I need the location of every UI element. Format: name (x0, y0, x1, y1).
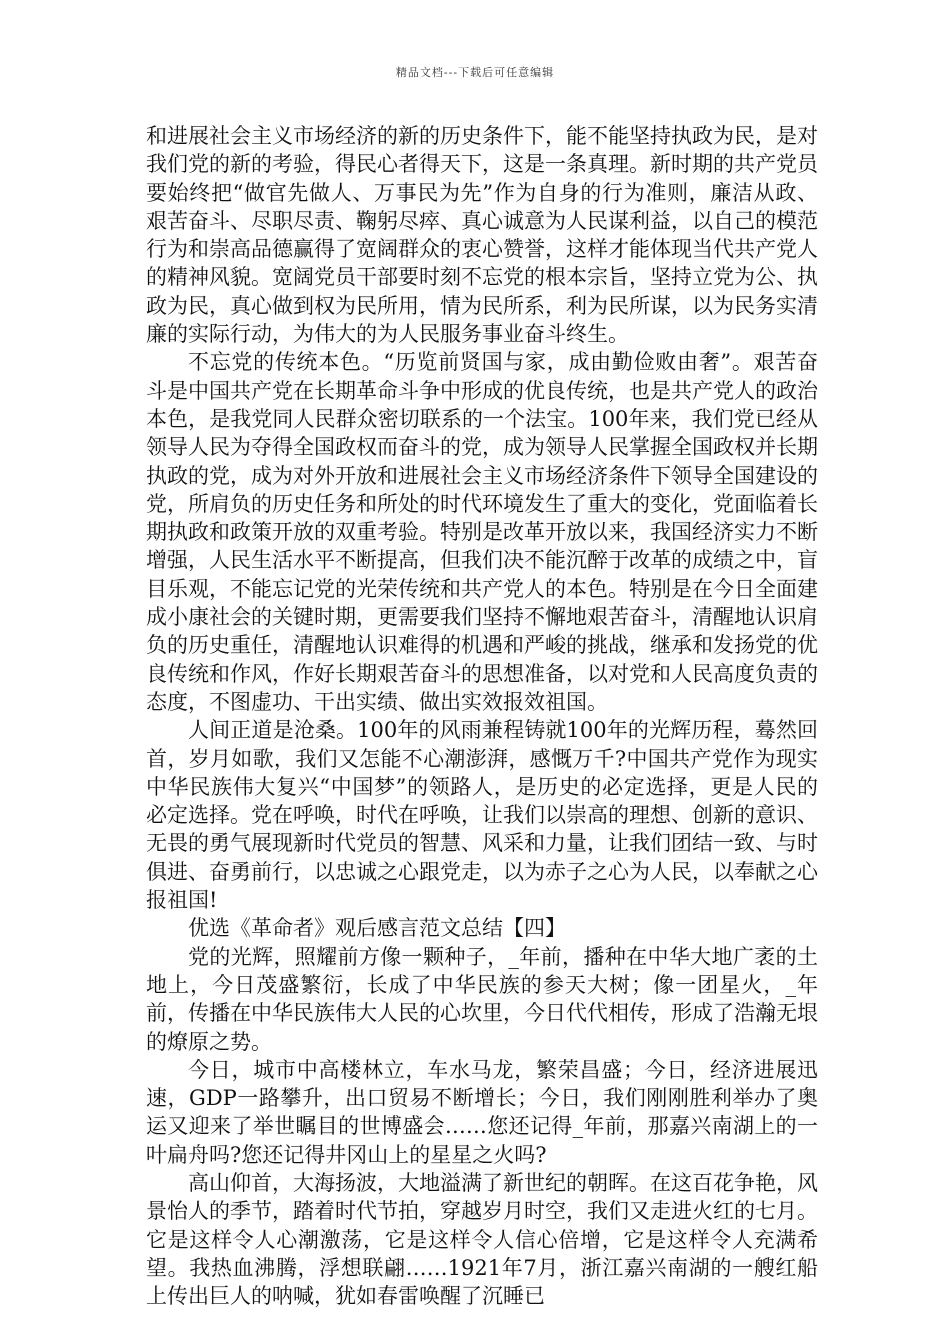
document-body (146, 122, 818, 1310)
paragraph-party-glory: 党的光辉，照耀前方像一颗种子，_年前，播种在中华大地广袤的土地上，今日茂盛繁衍，长成了中华民族的参天大树；像一团星火，_年前，传播在中华民族伟大人民的心坎里，今日代代相传，形成了浩瀚无垠的燎原之势。 (146, 944, 818, 1054)
paragraph-continuation: 和进展社会主义市场经济的新的历史条件下，能不能坚持执政为民，是对我们党的新的考验，得民心者得天下，这是一条真理。新时期的共产党员要始终把“做官先做人、万事民为先”作为自身的行为准则，廉洁从政、艰苦奋斗、尽职尽责、鞠躬尽瘁、真心诚意为人民谋利益，以自己的模范行为和崇高品德赢得了宽阔群众的衷心赞誉，这样才能体现当代共产党人的精神风貌。宽阔党员干部要时刻不忘党的根本宗旨，坚持立党为公、执政为民，真心做到权为民所用，情为民所系，利为民所谋，以为民务实清廉的实际行动，为伟大的为人民服务事业奋斗终生。 (146, 124, 818, 347)
paragraph-righteous-path: 人间正道是沧桑。100年的风雨兼程铸就100年的光辉历程，蓦然回首，岁月如歌，我们又怎能不心潮澎湃，感慨万千?中国共产党作为现实中华民族伟大复兴“中国梦”的领路人，是历史的必定选择，更是人民的必定选择。党在呼唤，时代在呼唤，让我们以崇高的理想、创新的意识、无畏的勇气展现新时代党员的智慧、风采和力量，让我们团结一致、与时俱进、奋勇前行，以忠诚之心跟党走，以为赤子之心为人民，以奉献之心报祖国! (146, 718, 818, 913)
paragraph-mountains: 高山仰首，大海扬波，大地溢满了新世纪的朝晖。在这百花争艳，风景怡人的季节，踏着时代节拍，穿越岁月时空，我们又走进火红的七月。它是这样令人心潮激荡，它是这样令人信心倍增，它是这样令人充满希望。我热血沸腾，浮想联翩……1921年7月，浙江嘉兴南湖的一艘红船上传出巨人的呐喊，犹如春雷唤醒了沉睡已 (146, 1170, 818, 1309)
page-header: 精品文档---下载后可任意编辑 (395, 66, 555, 79)
paragraph-party-tradition: 不忘党的传统本色。“历览前贤国与家，成由勤俭败由奢”。艰苦奋斗是中国共产党在长期革命斗争中形成的优良传统，也是共产党人的政治本色，是我党同人民群众密切联系的一个法宝。100年来，我们党已经从领导人民为夺得全国政权而奋斗的党，成为领导人民掌握全国政权并长期执政的党，成为对外开放和进展社会主义市场经济条件下领导全国建设的党，所肩负的历史任务和所处的时代环境发生了重大的变化，党面临着长期执政和政策开放的双重考验。特别是改革开放以来，我国经济实力不断增强，人民生活水平不断提高，但我们决不能沉醉于改革的成绩之中，盲目乐观，不能忘记党的光荣传统和共产党人的本色。特别是在今日全面建成小康社会的关键时期，更需要我们坚持不懈地艰苦奋斗，清醒地认识肩负的历史重任，清醒地认识难得的机遇和严峻的挑战，继承和发扬党的优良传统和作风，作好长期艰苦奋斗的思想准备，以对党和人民高度负责的态度，不图虚功、干出实绩、做出实效报效祖国。 (146, 350, 818, 714)
section-heading: 优选《革命者》观后感言范文总结【四】 (188, 916, 566, 941)
paragraph-today: 今日，城市中高楼林立，车水马龙，繁荣昌盛；今日，经济进展迅速，GDP一路攀升，出口贸易不断增长；今日，我们刚刚胜利举办了奥运又迎来了举世瞩目的世博盛会……您还记得_年前，那嘉兴南湖上的一叶扁舟吗?您还记得井冈山上的星星之火吗? (146, 1057, 818, 1167)
